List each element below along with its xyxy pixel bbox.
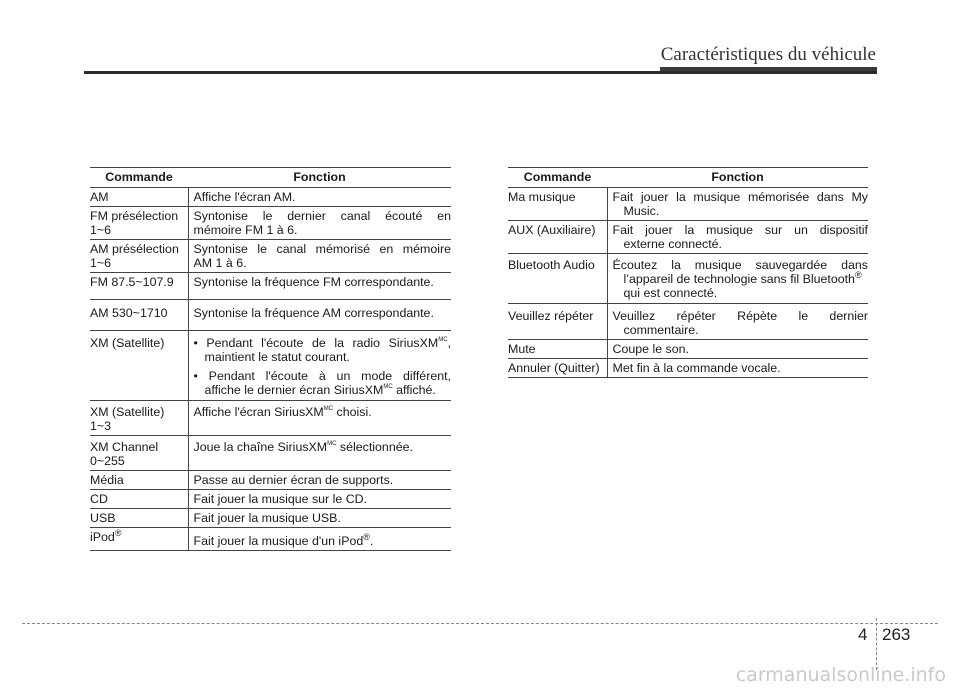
table-header-row xyxy=(90,168,451,188)
trademark-mark: MC xyxy=(327,441,337,447)
bullet-line: • Pendant l'écoute à un mode différent, xyxy=(193,369,451,383)
bullet-item xyxy=(194,369,452,397)
function-cell xyxy=(188,331,451,401)
bullet-text: , xyxy=(447,336,451,350)
function-text: l’appareil de technologie sans fil Bluetooth xyxy=(623,272,855,286)
table-row-fm-preset xyxy=(90,207,451,240)
command-cell xyxy=(90,240,188,273)
column-header-fonction: Fonction xyxy=(188,168,451,188)
registered-mark: ® xyxy=(363,532,370,542)
function-cell: Passe au dernier écran de supports. xyxy=(188,471,451,490)
function-cell xyxy=(607,188,868,221)
table-row-bluetooth-audio xyxy=(508,254,868,304)
command-line: 1~3 xyxy=(90,419,112,433)
function-cell xyxy=(607,221,868,254)
bullet-line xyxy=(194,336,452,350)
function-line: externe connecté. xyxy=(623,237,723,251)
command-line: AM présélection xyxy=(90,242,179,256)
table-header-row xyxy=(508,168,868,188)
function-cell xyxy=(607,254,868,304)
command-cell: Média xyxy=(90,471,188,490)
table-row-repeat xyxy=(508,304,868,340)
function-line: Fait jouer la musique mémorisée dans My xyxy=(612,190,868,204)
function-line: Veuillez répéter Répète le dernier xyxy=(612,309,868,323)
function-line: Fait jouer la musique sur un dispositif xyxy=(612,223,868,237)
function-line: AM 1 à 6. xyxy=(193,256,247,270)
table-row-cd xyxy=(90,490,451,509)
function-line: qui est connecté. xyxy=(623,286,718,300)
function-cell xyxy=(188,436,451,471)
left-command-table xyxy=(90,167,451,551)
table-row-ipod xyxy=(90,528,451,551)
bullet-line: maintient le statut courant. xyxy=(204,350,350,364)
command-cell: AM xyxy=(90,188,188,207)
table-row-am-frequency xyxy=(90,300,451,331)
trademark-mark: MC xyxy=(438,337,448,343)
registered-mark: ® xyxy=(114,528,122,538)
bullet-text: • Pendant l'écoute de la radio SiriusXM xyxy=(193,336,439,350)
command-cell: AUX (Auxiliaire) xyxy=(508,221,607,254)
command-cell: Bluetooth Audio xyxy=(508,254,607,304)
function-cell: Affiche l'écran AM. xyxy=(188,188,451,207)
column-header-commande: Commande xyxy=(90,168,188,188)
footer-dashed-rule xyxy=(22,623,938,624)
command-cell xyxy=(90,528,188,551)
command-cell: Ma musique xyxy=(508,188,607,221)
table-row-xm-satellite xyxy=(90,401,451,436)
command-cell: Veuillez répéter xyxy=(508,304,607,340)
command-line: 1~6 xyxy=(90,256,112,270)
right-command-table xyxy=(508,167,868,378)
function-cell xyxy=(188,401,451,436)
table-row-am-preset xyxy=(90,240,451,273)
function-cell: Syntonise la fréquence FM correspondante. xyxy=(188,273,451,300)
command-line: 1~6 xyxy=(90,223,112,237)
table-row-am xyxy=(90,188,451,207)
registered-mark: ® xyxy=(854,270,862,280)
function-cell xyxy=(188,240,451,273)
table-row-xm-channel xyxy=(90,436,451,471)
command-line: XM (Satellite) xyxy=(90,405,165,419)
column-header-fonction: Fonction xyxy=(607,168,868,188)
watermark: carmanualsonline.info xyxy=(735,664,946,686)
command-cell xyxy=(90,436,188,471)
chapter-number: 4 xyxy=(858,625,868,644)
function-text: choisi. xyxy=(333,405,372,419)
function-line: Music. xyxy=(623,204,660,218)
command-cell: XM (Satellite) xyxy=(90,331,188,401)
command-cell: CD xyxy=(90,490,188,509)
column-header-commande: Commande xyxy=(508,168,607,188)
function-line: Syntonise le canal mémorisé en mémoire xyxy=(193,242,451,256)
command-line: 0~255 xyxy=(90,454,125,468)
function-line: Écoutez la musique sauvegardée dans xyxy=(612,258,868,272)
function-cell: Syntonise la fréquence AM correspondante. xyxy=(188,300,451,331)
command-cell xyxy=(90,401,188,436)
command-cell: Mute xyxy=(508,340,607,359)
bullet-line xyxy=(194,383,452,397)
command-text: iPod xyxy=(90,530,115,544)
function-cell xyxy=(188,207,451,240)
function-cell xyxy=(607,304,868,340)
function-line: Syntonise le dernier canal écouté en xyxy=(193,209,451,223)
command-line: XM Channel xyxy=(90,440,159,454)
bullet-text: affiche le dernier écran SiriusXM xyxy=(204,383,384,397)
table-row-media xyxy=(90,471,451,490)
trademark-mark: MC xyxy=(323,406,334,412)
section-title: Caractéristiques du véhicule xyxy=(660,44,876,65)
function-cell: Met fin à la commande vocale. xyxy=(607,359,868,378)
command-cell: AM 530~1710 xyxy=(90,300,188,331)
footer-dashed-divider xyxy=(876,618,877,670)
bullet-text: affiché. xyxy=(392,383,436,397)
function-text: . xyxy=(369,534,374,548)
command-cell: USB xyxy=(90,509,188,528)
table-row-my-music xyxy=(508,188,868,221)
trademark-mark: MC xyxy=(383,384,393,390)
function-text: Affiche l'écran SiriusXM xyxy=(193,405,324,419)
function-line xyxy=(613,272,869,286)
page-number: 263 xyxy=(882,625,911,644)
table-row-usb xyxy=(90,509,451,528)
function-text: Joue la chaîne SiriusXM xyxy=(193,440,328,454)
function-text: Fait jouer la musique d'un iPod xyxy=(193,534,364,548)
command-cell xyxy=(90,207,188,240)
function-cell xyxy=(188,528,451,551)
function-cell: Fait jouer la musique USB. xyxy=(188,509,451,528)
table-row-mute xyxy=(508,340,868,359)
header-rule xyxy=(84,71,877,74)
function-cell: Fait jouer la musique sur le CD. xyxy=(188,490,451,509)
bullet-item xyxy=(194,336,452,364)
table-row-xm xyxy=(90,331,451,401)
function-line: commentaire. xyxy=(623,323,699,337)
command-cell: FM 87.5~107.9 xyxy=(90,273,188,300)
table-row-aux xyxy=(508,221,868,254)
function-text: sélectionnée. xyxy=(336,440,413,454)
command-line: FM présélection xyxy=(90,209,179,223)
command-cell: Annuler (Quitter) xyxy=(508,359,607,378)
table-row-cancel xyxy=(508,359,868,378)
function-line: mémoire FM 1 à 6. xyxy=(193,223,298,237)
function-cell: Coupe le son. xyxy=(607,340,868,359)
table-row-fm-frequency xyxy=(90,273,451,300)
